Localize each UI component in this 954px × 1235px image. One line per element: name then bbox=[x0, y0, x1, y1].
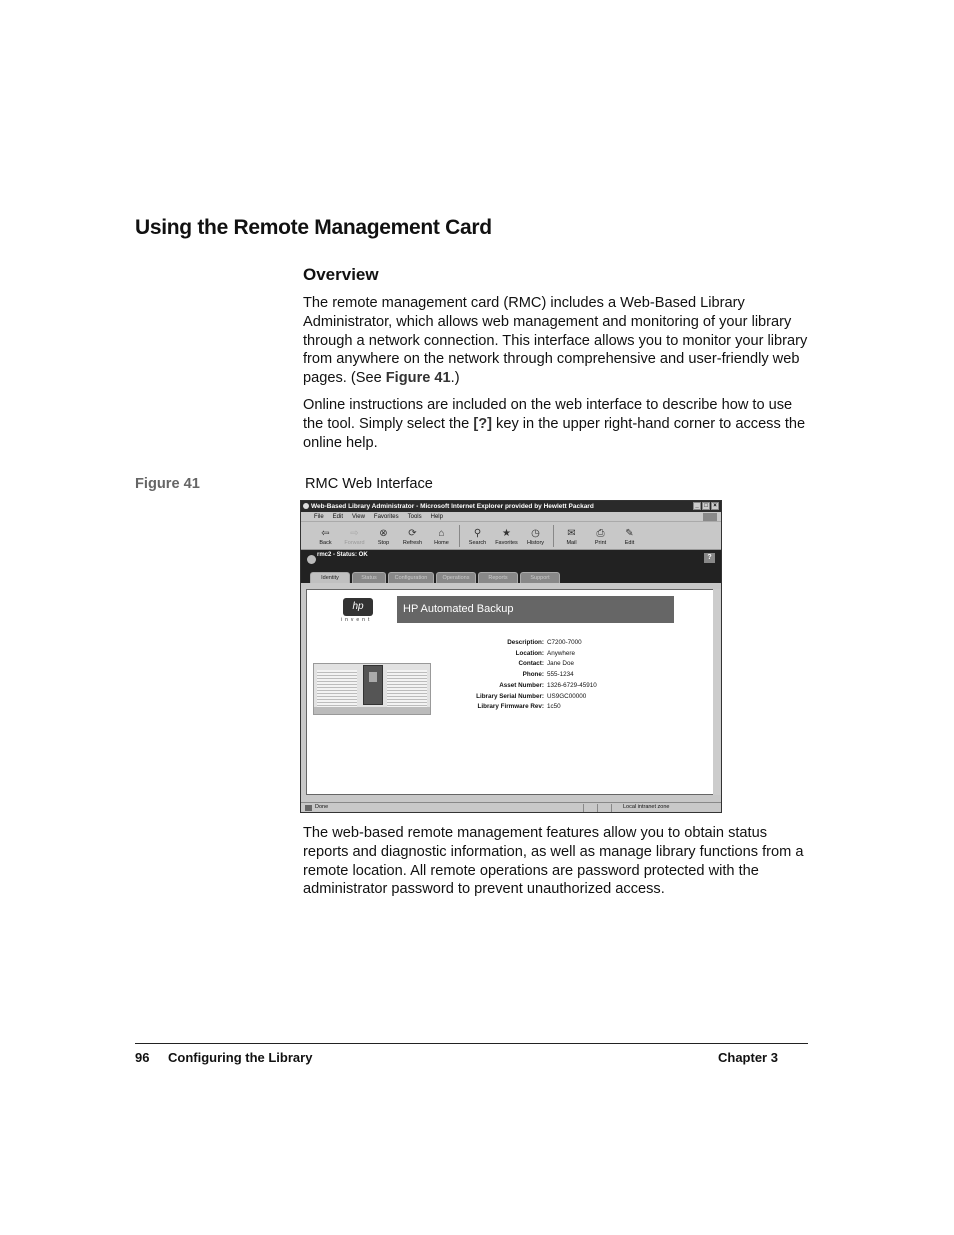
status-separator bbox=[583, 804, 584, 812]
toolbar-separator bbox=[459, 525, 460, 547]
info-key: Asset Number: bbox=[499, 681, 544, 689]
rmc-status-text: rmc2 - Status: OK bbox=[317, 552, 368, 558]
status-zone-text: Local intranet zone bbox=[623, 804, 670, 810]
rmc-tab-bar bbox=[301, 566, 721, 583]
info-value: 555-1234 bbox=[547, 671, 574, 679]
favorites-icon: ★ bbox=[502, 528, 511, 539]
toolbar-label: Print bbox=[594, 540, 607, 546]
browser-status-bar bbox=[301, 802, 721, 812]
figure-label: Figure 41 bbox=[135, 476, 200, 492]
library-info-list bbox=[457, 638, 597, 713]
info-row bbox=[457, 649, 597, 660]
maximize-button[interactable]: □ bbox=[702, 502, 710, 510]
info-key: Phone: bbox=[522, 671, 544, 679]
paragraph-text: Online instructions are included on the web interface to describe how to use the tool. Simply select the bbox=[303, 397, 793, 432]
tab-operations[interactable]: Operations bbox=[436, 572, 476, 583]
print-button[interactable] bbox=[586, 528, 615, 549]
back-button[interactable] bbox=[311, 528, 340, 549]
toolbar-label: Home bbox=[434, 540, 449, 546]
figure-reference-link[interactable]: Figure 41 bbox=[385, 370, 451, 387]
footer-page-number: 96 bbox=[135, 1050, 150, 1065]
info-row bbox=[457, 692, 597, 703]
refresh-button[interactable] bbox=[398, 528, 427, 549]
info-key: Contact: bbox=[518, 660, 544, 668]
page-icon bbox=[305, 805, 312, 811]
edit-icon: ✎ bbox=[625, 528, 634, 539]
paragraph-text: .) bbox=[450, 370, 460, 387]
features-paragraph: The web-based remote management features allow you to obtain status reports and diagnostic information, as well as manage library functions from a remote location. All remote operations are password protected with the administrator password to prevent unauthorized access. bbox=[303, 825, 804, 898]
tab-support[interactable]: Support bbox=[520, 572, 560, 583]
edit-button[interactable] bbox=[615, 528, 644, 549]
history-icon: ◷ bbox=[531, 528, 540, 539]
info-key: Description: bbox=[507, 639, 544, 646]
vertical-scrollbar[interactable] bbox=[713, 589, 721, 795]
footer-chapter-title: Configuring the Library bbox=[168, 1050, 313, 1065]
menu-file[interactable]: File bbox=[314, 514, 324, 520]
mail-button[interactable] bbox=[557, 528, 586, 549]
forward-arrow-icon: ⇨ bbox=[350, 528, 359, 539]
toolbar-label: Forward bbox=[344, 540, 365, 546]
home-button[interactable] bbox=[427, 528, 456, 549]
info-value: Anywhere bbox=[547, 649, 576, 657]
toolbar-label: History bbox=[526, 540, 545, 546]
menu-view[interactable]: View bbox=[352, 514, 365, 520]
search-button[interactable] bbox=[463, 528, 492, 549]
library-device-image bbox=[313, 663, 431, 715]
product-banner: HP Automated Backup bbox=[397, 596, 674, 623]
info-row bbox=[457, 659, 597, 670]
menu-help[interactable]: Help bbox=[430, 514, 443, 520]
footer-chapter-number: Chapter 3 bbox=[718, 1050, 778, 1065]
stop-icon: ⊗ bbox=[379, 528, 388, 539]
info-value: US9GC00000 bbox=[547, 692, 587, 700]
tab-status[interactable]: Status bbox=[352, 572, 386, 583]
info-key: Library Firmware Rev: bbox=[477, 703, 544, 711]
help-key-reference: [?] bbox=[473, 415, 492, 432]
close-button[interactable]: × bbox=[711, 502, 719, 510]
back-arrow-icon: ⇦ bbox=[321, 528, 330, 539]
toolbar-label: Search bbox=[468, 540, 487, 546]
hp-logo: hp bbox=[343, 598, 373, 616]
info-key: Library Serial Number: bbox=[476, 692, 544, 700]
status-separator bbox=[597, 804, 598, 812]
tab-identity[interactable]: Identity bbox=[310, 572, 350, 583]
tab-configuration[interactable]: Configuration bbox=[388, 572, 434, 583]
favorites-button[interactable] bbox=[492, 528, 521, 549]
info-row bbox=[457, 670, 597, 681]
toolbar-label: Stop bbox=[377, 540, 390, 546]
status-separator bbox=[611, 804, 612, 812]
section-title: Using the Remote Management Card bbox=[135, 216, 492, 239]
browser-title-bar bbox=[301, 501, 721, 512]
print-icon: ⎙ bbox=[596, 528, 605, 539]
subsection-title: Overview bbox=[303, 265, 379, 284]
menu-tools[interactable]: Tools bbox=[407, 514, 422, 520]
menu-favorites[interactable]: Favorites bbox=[373, 514, 399, 520]
home-icon: ⌂ bbox=[438, 528, 445, 539]
status-indicator-icon bbox=[307, 555, 316, 564]
info-row bbox=[457, 681, 597, 692]
figure-caption: RMC Web Interface bbox=[305, 476, 433, 492]
toolbar-label: Mail bbox=[566, 540, 577, 546]
info-value: Jane Doe bbox=[547, 660, 574, 668]
overview-paragraph-2 bbox=[303, 396, 813, 452]
windows-logo-icon bbox=[703, 513, 717, 521]
info-key: Location: bbox=[515, 649, 544, 657]
rmc-status-header bbox=[301, 550, 721, 566]
window-controls bbox=[693, 502, 719, 510]
info-row bbox=[457, 638, 597, 649]
overview-paragraph-1 bbox=[303, 294, 813, 388]
status-done-text: Done bbox=[315, 804, 329, 810]
browser-toolbar bbox=[301, 522, 721, 550]
window-title: Web-Based Library Administrator - Microsoft Internet Explorer provided by Hewlett Packard bbox=[311, 503, 594, 510]
info-value: C7200-7000 bbox=[547, 639, 582, 646]
info-row bbox=[457, 702, 597, 713]
refresh-icon: ⟳ bbox=[408, 528, 417, 539]
footer-rule bbox=[135, 1043, 808, 1044]
toolbar-label: Favorites bbox=[495, 540, 518, 546]
ie-icon bbox=[303, 503, 309, 509]
info-value: 1c50 bbox=[547, 703, 561, 711]
tab-reports[interactable]: Reports bbox=[478, 572, 518, 583]
toolbar-separator bbox=[553, 525, 554, 547]
help-button[interactable]: ? bbox=[704, 553, 715, 563]
info-value: 1326-6729-45910 bbox=[547, 681, 597, 689]
hp-tagline: invent bbox=[341, 617, 373, 623]
history-button[interactable] bbox=[521, 528, 550, 549]
paragraph-text: key in the upper right-hand corner to access the online help. bbox=[303, 415, 806, 451]
minimize-button[interactable]: _ bbox=[693, 502, 701, 510]
forward-button[interactable] bbox=[340, 528, 369, 549]
paragraph-text: The remote management card (RMC) includes a Web-Based Library Administrator, which allows web management and monitoring of your library through a network connection. This interface allows you to monitor your library from anywhere on the network through comprehensive and user-friendly web pages. (See bbox=[303, 295, 808, 387]
identity-page-content bbox=[306, 589, 714, 795]
rmc-web-interface-screenshot bbox=[300, 500, 722, 813]
search-icon: ⚲ bbox=[473, 528, 482, 539]
mail-icon: ✉ bbox=[567, 528, 576, 539]
toolbar-label: Edit bbox=[624, 540, 635, 546]
stop-button[interactable] bbox=[369, 528, 398, 549]
device-front-panel bbox=[363, 665, 383, 705]
menu-edit[interactable]: Edit bbox=[332, 514, 344, 520]
browser-menu-bar bbox=[301, 512, 721, 522]
toolbar-label: Back bbox=[319, 540, 332, 546]
toolbar-label: Refresh bbox=[402, 540, 423, 546]
